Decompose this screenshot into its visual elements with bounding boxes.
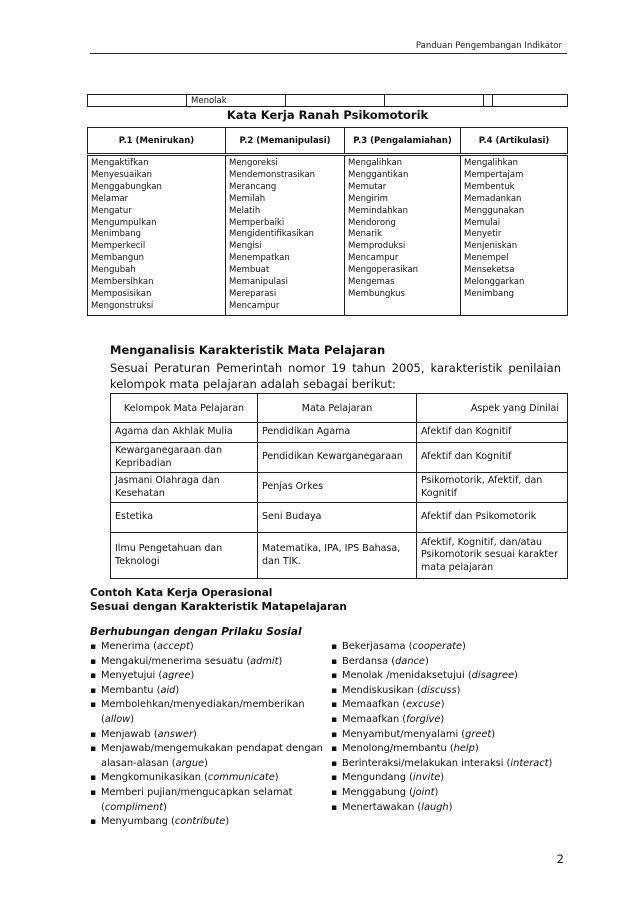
english-term: aid xyxy=(160,684,176,696)
english-term: help xyxy=(453,743,475,755)
verb-item: Mengubah xyxy=(91,265,136,276)
verb-column-p4 xyxy=(461,155,568,316)
verb-item: Mengidentifikasikan xyxy=(229,229,314,240)
verb-item: Menggunakan xyxy=(464,205,525,216)
verb-item: Memulai xyxy=(464,217,501,228)
page-header-title: Panduan Pengembangan Indikator xyxy=(415,41,562,51)
verb-item: Mempertajam xyxy=(464,169,524,180)
english-term: joint xyxy=(412,786,435,798)
verb-item: Mereparasi xyxy=(229,288,277,299)
table-cell: Penjas Orkes xyxy=(258,473,417,503)
table-row xyxy=(111,423,568,443)
list-item: ▪ Mengundang (invite) xyxy=(331,771,566,786)
english-term: communicate xyxy=(207,772,275,784)
verb-item: Membuat xyxy=(229,265,270,276)
table-cell: Agama dan Akhlak Mulia xyxy=(111,423,258,443)
verb-item: Memadankan xyxy=(464,193,522,204)
list-item: ▪ Memberi pujian/mengucapkan selamat (compliment) xyxy=(90,786,340,815)
table-cell: Afektif dan Kognitif xyxy=(417,443,568,473)
verb-item: Mendorong xyxy=(348,217,396,228)
verb-item: Merancang xyxy=(229,181,277,192)
list-item: ▪ Menjawab/mengemukakan pendapat dengan alasan-alasan (argue) xyxy=(90,742,340,771)
verb-item: Memanipulasi xyxy=(229,277,288,288)
table-cell: Matematika, IPA, IPS Bahasa, dan TIK. xyxy=(258,533,417,579)
english-term: agree xyxy=(162,670,191,682)
verb-item: Mengoperasikan xyxy=(348,265,419,276)
table-cell: Menolak xyxy=(187,95,286,107)
english-term: cooperate xyxy=(412,641,462,652)
english-term: answer xyxy=(157,728,193,740)
social-verbs-left-list xyxy=(90,640,340,830)
contoh-title-line2: Sesuai dengan Karakteristik Matapelajaran xyxy=(90,601,347,613)
verb-item: Memperkecil xyxy=(91,241,146,252)
table-cell: Afektif, Kognitif, dan/atau Psikomotorik sesuai karakter mata pelajaran xyxy=(417,533,568,579)
english-term: accept xyxy=(156,641,190,652)
verb-item: Mengalihkan xyxy=(464,158,519,168)
english-term: disagree xyxy=(471,670,515,682)
verb-item: Menempatkan xyxy=(229,253,290,264)
english-term: laugh xyxy=(421,801,449,813)
table-cell: Afektif dan Kognitif xyxy=(417,423,568,443)
verb-item: Memperbaiki xyxy=(229,217,285,228)
list-item: ▪ Membolehkan/menyediakan/memberikan (allow) xyxy=(90,698,340,727)
verb-item: Mengaktifkan xyxy=(91,158,149,168)
english-term: allow xyxy=(104,713,131,725)
psikomotorik-title: Kata Kerja Ranah Psikomotorik xyxy=(226,108,429,122)
verb-item: Mencampur xyxy=(348,253,399,264)
contoh-title-line1: Contoh Kata Kerja Operasional xyxy=(90,587,273,599)
english-term: interact xyxy=(510,757,549,769)
psikomotorik-table xyxy=(87,127,568,316)
verb-item: Mengirim xyxy=(348,193,388,204)
table-row xyxy=(111,473,568,503)
list-item: ▪ Menyetujui (agree) xyxy=(90,669,340,684)
table-cell xyxy=(88,95,187,107)
column-header: P.2 (Memanipulasi) xyxy=(226,128,345,155)
contoh-title xyxy=(90,586,347,614)
karakteristik-table xyxy=(110,393,568,579)
list-item: ▪ Menjawab (answer) xyxy=(90,728,340,743)
list-item: ▪ Menolak /menidaksetujui (disagree) xyxy=(331,669,566,684)
verb-item: Menyetir xyxy=(464,229,502,240)
list-item: ▪ Menolong/membantu (help) xyxy=(331,742,566,757)
verb-item: Menarik xyxy=(348,229,382,240)
table-cell: Ilmu Pengetahuan dan Teknologi xyxy=(111,533,258,579)
english-term: argue xyxy=(175,757,205,769)
list-item: ▪ Memaafkan (forgive) xyxy=(331,713,566,728)
english-term: excuse xyxy=(406,699,441,711)
table-row xyxy=(111,443,568,473)
list-item: ▪ Menggabung (joint) xyxy=(331,786,566,801)
analisis-title: Menganalisis Karakteristik Mata Pelajaran xyxy=(110,343,386,357)
verb-item: Menseketsa xyxy=(464,265,515,276)
top-table-fragment xyxy=(87,94,568,107)
verb-column-p3 xyxy=(345,155,461,316)
english-term: invite xyxy=(412,772,441,784)
table-cell: Estetika xyxy=(111,503,258,533)
table-cell: Seni Budaya xyxy=(258,503,417,533)
contoh-subtitle: Berhubungan dengan Prilaku Sosial xyxy=(90,626,302,638)
column-header: Aspek yang Dinilai xyxy=(417,394,568,423)
verb-item: Mencampur xyxy=(229,300,280,311)
list-item: ▪ Berinteraksi/melakukan interaksi (interact) xyxy=(331,757,566,772)
list-item: ▪ Mengakui/menerima sesuatu (admit) xyxy=(90,655,340,670)
verb-item: Mendemonstrasikan xyxy=(229,169,316,180)
verb-item: Mengisi xyxy=(229,241,262,252)
list-item: ▪ Memaafkan (excuse) xyxy=(331,698,566,713)
list-item: ▪ Mengkomunikasikan (communicate) xyxy=(90,771,340,786)
verb-item: Mengumpulkan xyxy=(91,217,157,228)
table-header-row xyxy=(88,128,568,155)
verb-item: Memutar xyxy=(348,181,387,192)
verb-item: Mengalihkan xyxy=(348,158,403,168)
table-cell: Kewarganegaraan dan Kepribadian xyxy=(111,443,258,473)
column-header: P.4 (Artikulasi) xyxy=(461,128,568,155)
verb-item: Memproduksi xyxy=(348,241,406,252)
verb-item: Melonggarkan xyxy=(464,277,525,288)
table-cell xyxy=(385,95,484,107)
verb-item: Mengemas xyxy=(348,277,395,288)
table-cell xyxy=(286,95,385,107)
list-item: ▪ Menyumbang (contribute) xyxy=(90,815,340,830)
english-term: discuss xyxy=(420,684,457,696)
verb-item: Mengatur xyxy=(91,205,132,216)
table-cell: Jasmani Olahraga dan Kesehatan xyxy=(111,473,258,503)
verb-item: Menggantikan xyxy=(348,169,409,180)
table-cell: Psikomotorik, Afektif, dan Kognitif xyxy=(417,473,568,503)
verb-item: Memilah xyxy=(229,193,266,204)
verb-item: Menimbang xyxy=(464,288,514,299)
column-header: P.1 (Menirukan) xyxy=(88,128,226,155)
verb-item: Mengoreksi xyxy=(229,158,278,168)
verb-column-p2 xyxy=(226,155,345,316)
english-term: greet xyxy=(465,728,492,740)
table-row xyxy=(111,503,568,533)
table-cell: Pendidikan Agama xyxy=(258,423,417,443)
english-term: contribute xyxy=(174,816,226,828)
column-header: P.3 (Pengalamiahan) xyxy=(345,128,461,155)
verb-item: Menggabungkan xyxy=(91,181,162,192)
verb-item: Memindahkan xyxy=(348,205,408,216)
column-header: Mata Pelajaran xyxy=(258,394,417,423)
verb-item: Melatih xyxy=(229,205,261,216)
table-cell: Pendidikan Kewarganegaraan xyxy=(258,443,417,473)
english-term: admit xyxy=(250,655,279,667)
verb-item: Membentuk xyxy=(464,181,515,192)
table-cell xyxy=(484,95,493,107)
table-cell: Afektif dan Psikomotorik xyxy=(417,503,568,533)
verb-item: Menyesuaikan xyxy=(91,169,152,180)
english-term: dance xyxy=(395,655,425,667)
verb-item: Menimbang xyxy=(91,229,141,240)
verb-item: Menjeniskan xyxy=(464,241,518,252)
verb-item: Membangun xyxy=(91,253,145,264)
header-rule xyxy=(90,53,567,54)
column-header: Kelompok Mata Pelajaran xyxy=(111,394,258,423)
verb-item: Membersihkan xyxy=(91,277,154,288)
list-item: ▪ Berdansa (dance) xyxy=(331,655,566,670)
list-item: ▪ Menertawakan (laugh) xyxy=(331,801,566,816)
social-verbs-right-list xyxy=(331,640,566,815)
analisis-paragraph: Sesuai Peraturan Pemerintah nomor 19 tahun 2005, karakteristik penilaian kelompok mata pelajaran adalah sebagai berikut: xyxy=(110,361,561,391)
verb-item: Melamar xyxy=(91,193,129,204)
list-item: ▪ Menerima (accept) xyxy=(90,640,340,655)
english-term: forgive xyxy=(406,713,441,725)
list-item: ▪ Bekerjasama (cooperate) xyxy=(331,640,566,655)
verb-item: Membungkus xyxy=(348,288,405,299)
list-item: ▪ Mendiskusikan (discuss) xyxy=(331,684,566,699)
table-header-row xyxy=(111,394,568,423)
table-cell xyxy=(493,95,568,107)
verb-item: Menempel xyxy=(464,253,509,264)
list-item: ▪ Membantu (aid) xyxy=(90,684,340,699)
english-term: compliment xyxy=(104,801,164,813)
verb-item: Memposisikan xyxy=(91,288,152,299)
list-item: ▪ Menyambut/menyalami (greet) xyxy=(331,728,566,743)
table-row xyxy=(88,155,568,316)
verb-column-p1 xyxy=(88,155,226,316)
page-number: 2 xyxy=(556,852,564,866)
verb-item: Mengonstruksi xyxy=(91,300,154,311)
table-row xyxy=(88,95,568,107)
table-row xyxy=(111,533,568,579)
